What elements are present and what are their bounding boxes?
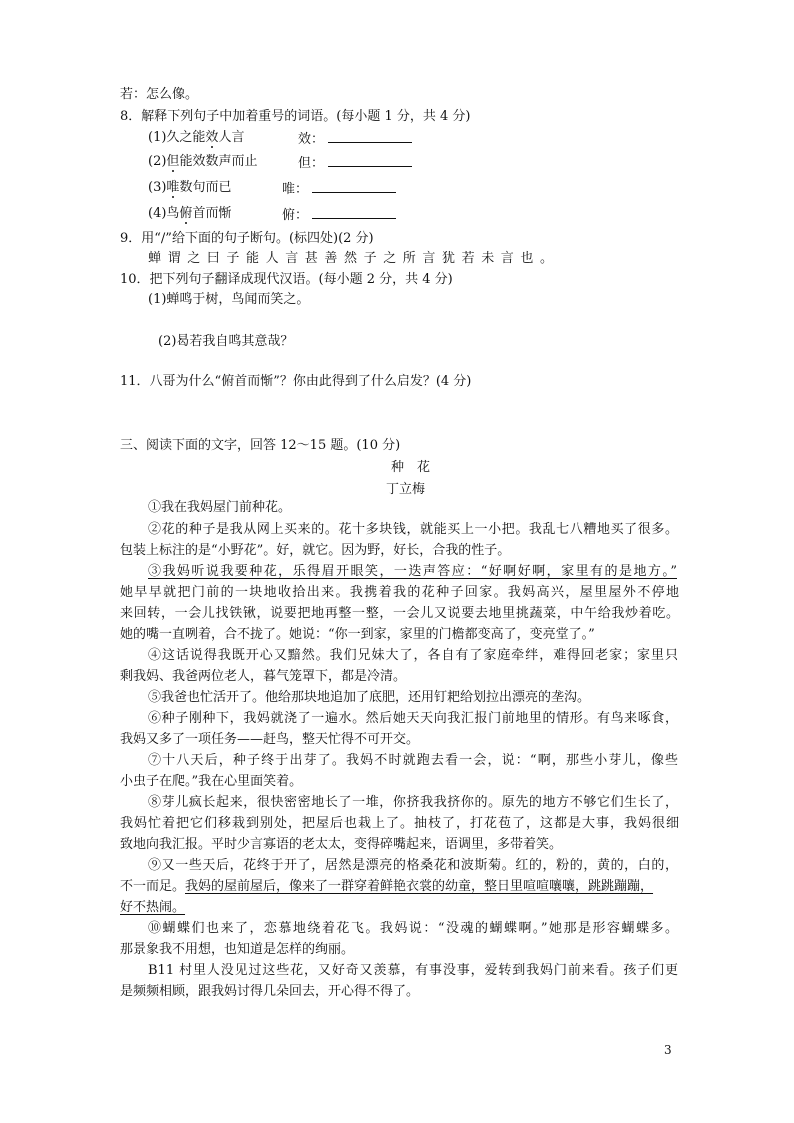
- paragraph-11-line-2: 是频频相顾，跟我妈讨得几朵回去，开心得不得了。: [120, 984, 420, 999]
- page-number: 3: [664, 1043, 672, 1057]
- q8-item-2: (2)但能效数声而止: [148, 154, 258, 169]
- paragraph-3-line-4: 她的嘴一直咧着，合不拢了。她说：“你一到家，家里的门檐都变高了，变亮堂了。”: [120, 627, 595, 642]
- answer-blank: [328, 152, 412, 167]
- paragraph-9-line-3-underlined: 好不热闹。: [120, 900, 186, 915]
- paragraph-5: ⑤我爸也忙活开了。他给那块地追加了底肥，还用钉耙给划拉出漂亮的垄沟。: [148, 690, 591, 705]
- paragraph-3-line-3: 来回转，一会儿找铁锹，说要把地再整一整，一会儿又说要去地里挑蔬菜，中午给我炒着吃。: [120, 606, 679, 621]
- paragraph-2-line-2: 包装上标注的是“小野花”。好，就它。因为野，好长，合我的性子。: [120, 543, 511, 558]
- paragraph-1: ①我在我妈屋门前种花。: [148, 500, 292, 515]
- paragraph-10-line-2: 那景象我不用想，也知道是怎样的绚丽。: [120, 942, 355, 957]
- paragraph-6-line-1: ⑥种子刚种下，我妈就浇了一遍水。然后她天天向我汇报门前地里的情形。有鸟来啄食，: [148, 711, 678, 726]
- q8-answer-1[interactable]: 效：: [298, 128, 412, 150]
- paragraph-3-line-2: 她早早就把门前的一块地收拾出来。我携着我的花种子回家。我妈高兴，屋里屋外不停地: [120, 585, 679, 600]
- q11-stem: 11．八哥为什么“俯首而惭”？你由此得到了什么启发？(4 分): [120, 374, 472, 389]
- paragraph-11-line-1: B11 村里人没见过这些花，又好奇又羡慕，有事没事，爱转到我妈门前来看。孩子们更: [148, 963, 678, 978]
- paragraph-9-line-2: 不一而足。我妈的屋前屋后，像来了一群穿着鲜艳衣裳的幼童，整日里喧喧嚷嚷，跳跳蹦蹦，: [120, 879, 654, 894]
- q7-answer-tail: 若：怎么像。: [120, 87, 199, 102]
- q10-sentence-2: (2)曷若我自鸣其意哉？: [158, 334, 294, 349]
- paragraph-8-line-1: ⑧芽儿疯长起来，很快密密地长了一堆，你挤我我挤你的。原先的地方不够它们生长了，: [148, 795, 678, 810]
- q10-stem: 10．把下列句子翻译成现代汉语。(每小题 2 分，共 4 分): [120, 272, 453, 287]
- paragraph-8-line-3: 致地向我汇报。平时少言寡语的老太太，变得碎嘴起来，语调里，多带着笑。: [120, 837, 563, 852]
- paragraph-4-line-1: ④这话说得我既开心又黯然。我们兄妹大了，各自有了家庭牵绊，难得回老家；家里只: [148, 648, 678, 663]
- section3-heading: 三、阅读下面的文字，回答 12～15 题。(10 分): [120, 438, 401, 453]
- paragraph-9-underlined: 我妈的屋前屋后，像来了一群穿着鲜艳衣裳的幼童，整日里喧喧嚷嚷，跳跳蹦蹦，: [185, 879, 654, 894]
- q8-stem: 8．解释下列句子中加着重号的词语。(每小题 1 分，共 4 分): [120, 109, 471, 124]
- q9-sentence: 蝉谓之曰子能人言甚善然子之所言犹若未言也。: [148, 251, 560, 266]
- paragraph-9-line-1: ⑨又一些天后，花终于开了，居然是漂亮的格桑花和波斯菊。红的，粉的，黄的，白的，: [148, 858, 678, 873]
- q10-sentence-1: (1)蝉鸣于树，鸟闻而笑之。: [148, 292, 310, 307]
- paragraph-2-line-1: ②花的种子是我从网上买来的。花十多块钱，就能买上一小把。我乱七八糟地买了很多。: [148, 522, 678, 537]
- paragraph-7-line-1: ⑦十八天后，种子终于出芽了。我妈不时就跑去看一会，说：“啊，那些小芽儿，像些: [148, 753, 678, 768]
- paragraph-4-line-2: 剩我妈、我爸两位老人，暮气笼罩下，都是冷清。: [120, 669, 407, 684]
- q8-item-3: (3)唯数句而已: [148, 180, 232, 195]
- q9-stem: 9．用“/”给下面的句子断句。(标四处)(2 分): [120, 231, 374, 246]
- q8-answer-4[interactable]: 俯：: [282, 204, 396, 226]
- paragraph-10-line-1: ⑩蝴蝶们也来了，恋慕地绕着花飞。我妈说：“没魂的蝴蝶啊。”她那是形容蝴蝶多。: [148, 921, 678, 936]
- q8-item-1: (1)久之能效人言: [148, 130, 245, 145]
- paragraph-6-line-2: 我妈又多了一项任务——赶鸟，整天忙得不可开交。: [120, 732, 420, 747]
- answer-blank: [328, 128, 412, 143]
- paragraph-8-line-2: 我妈忙着把它们移栽到别处，把屋后也栽上了。抽枝了，打花苞了，这都是大事，我妈很细: [120, 816, 679, 831]
- q8-answer-3[interactable]: 唯：: [282, 178, 396, 200]
- paragraph-3-underlined: ③我妈听说我要种花，乐得眉开眼笑，一迭声答应：“好啊好啊，家里有的是地方。”: [148, 564, 677, 579]
- article-author: 丁立梅: [386, 482, 426, 497]
- q8-item-4: (4)鸟俯首而惭: [148, 206, 232, 221]
- q8-answer-2[interactable]: 但：: [298, 152, 412, 174]
- answer-blank: [312, 204, 396, 219]
- article-title: 种 花: [391, 460, 431, 475]
- answer-blank: [312, 178, 396, 193]
- paragraph-7-line-2: 小虫子在爬。”我在心里面笑着。: [120, 774, 303, 789]
